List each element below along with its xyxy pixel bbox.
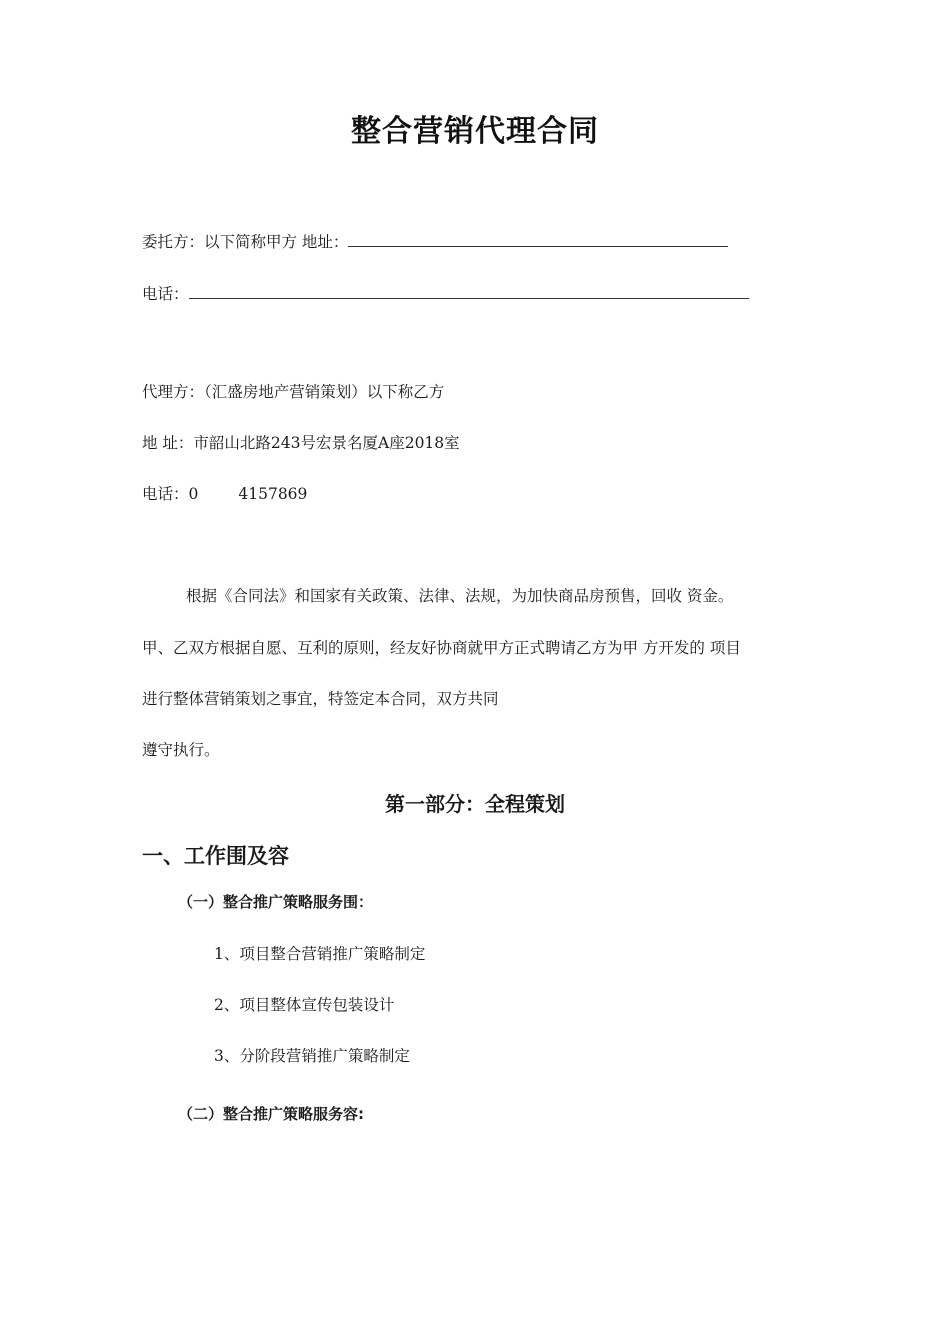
agent-address-line: 地 址：市韶山北路243号宏景名厦A座2018室 [142, 434, 460, 452]
part-one-title: 第一部分：全程策划 [385, 792, 565, 816]
client-address-label: 委托方：以下简称甲方 地址： [142, 233, 349, 251]
client-address-blank [348, 232, 728, 247]
list-item: 3、分阶段营销推广策略制定 [214, 1047, 410, 1065]
preamble-line-2: 甲、乙双方根据自愿、互利的原则，经友好协商就甲方正式聘请乙方为甲 方开发的 项目 [142, 639, 741, 657]
list-item: 2、项目整体宣传包装设计 [214, 996, 395, 1014]
list-item: 1、项目整合营销推广策略制定 [214, 945, 426, 963]
agent-name-line: 代理方：（汇盛房地产营销策划）以下称乙方 [142, 383, 445, 401]
agent-phone-number: 4157869 [238, 485, 308, 503]
client-phone-blank [189, 284, 749, 299]
client-phone-line [142, 284, 749, 304]
agent-phone-label: 电话：0 [142, 485, 199, 503]
subsection-two-title: （二）整合推广策略服务容: [178, 1105, 364, 1123]
section-one-title: 一、工作围及容 [142, 844, 289, 868]
document-title: 整合营销代理合同 [351, 114, 599, 149]
preamble-line-3: 进行整体营销策划之事宜，特签定本合同，双方共同 [142, 690, 499, 708]
client-phone-label: 电话： [142, 285, 189, 303]
agent-phone-line [142, 484, 307, 504]
preamble-line-4: 遵守执行。 [142, 741, 220, 759]
subsection-one-title: （一）整合推广策略服务围： [178, 893, 374, 911]
preamble-line-1: 根据《合同法》和国家有关政策、法律、法规，为加快商品房预售，回收 资金。 [186, 587, 734, 605]
client-address-line [142, 232, 728, 252]
